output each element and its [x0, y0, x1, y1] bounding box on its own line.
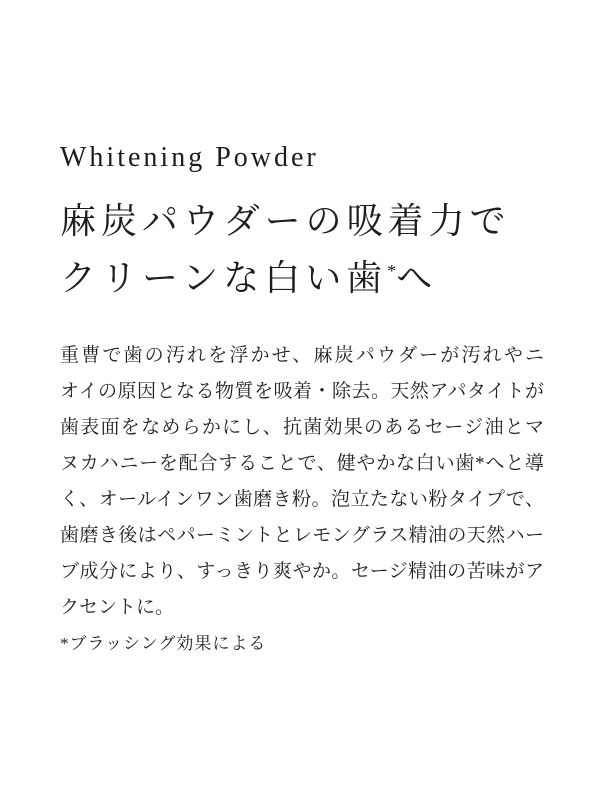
description-line: ヌカハニーを配合することで、健やかな白い歯*へと導 — [60, 453, 544, 474]
headline-line2-suffix: へ — [396, 258, 438, 298]
description-line: オイの原因となる物質を吸着・除去。天然アパタイトが — [60, 381, 544, 402]
headline-line2-text: クリーンな白い歯 — [60, 258, 388, 298]
footnote: *ブラッシング効果による — [60, 634, 267, 653]
description-line: 歯表面をなめらかにし、抗菌効果のあるセージ油とマ — [60, 417, 544, 438]
description-line: 重曹で歯の汚れを浮かせ、麻炭パウダーが汚れやニ — [60, 345, 544, 366]
product-series-title: Whitening Powder — [60, 142, 319, 173]
description-line: 歯磨き後はペパーミントとレモングラス精油の天然ハー — [60, 525, 544, 546]
description-line: く、オールインワン歯磨き粉。泡立たない粉タイプで、 — [60, 489, 544, 510]
product-description — [60, 338, 544, 626]
description-line: ブ成分により、すっきり爽やか。セージ精油の苦味がア — [60, 561, 544, 582]
headline-asterisk-mark: * — [387, 261, 397, 281]
headline-line1: 麻炭パウダーの吸着力で — [60, 201, 511, 241]
product-headline — [60, 193, 544, 307]
description-line: クセントに。 — [60, 597, 175, 618]
